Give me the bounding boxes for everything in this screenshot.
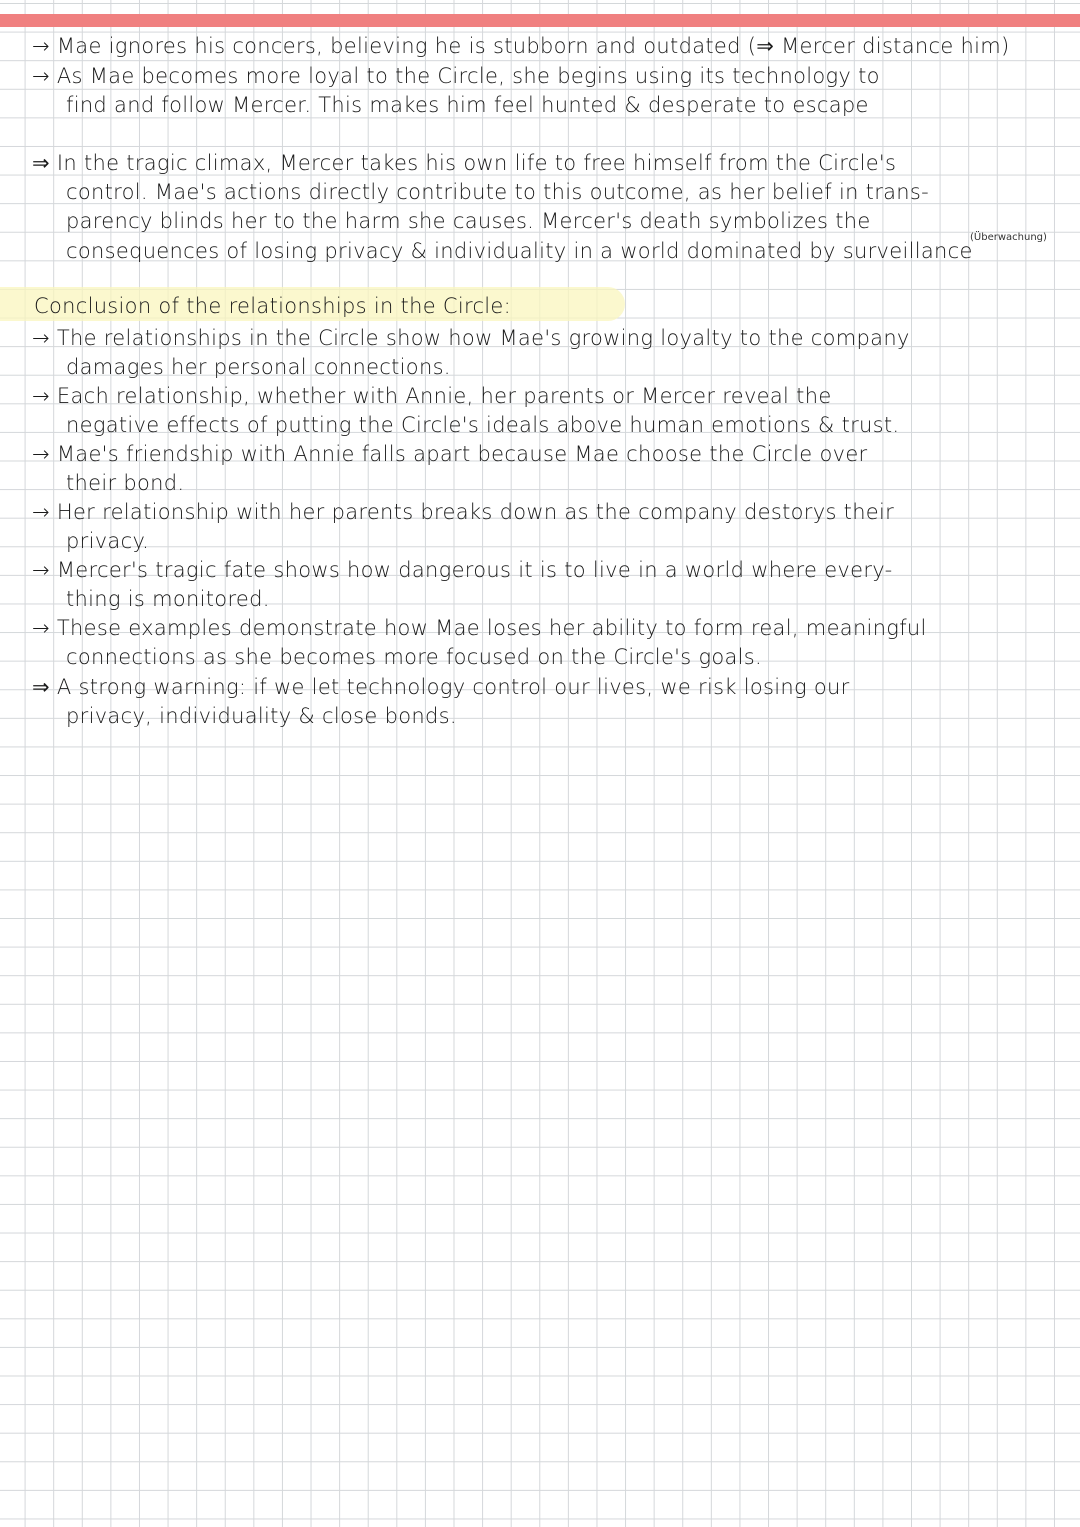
text-line: → Mercer's tragic fate shows how dangerous it is to live in a world where every- bbox=[32, 558, 893, 582]
text-line: damages her personal connections. bbox=[66, 355, 451, 379]
text-line: their bond. bbox=[66, 471, 185, 495]
text-line: → As Mae becomes more loyal to the Circle, she begins using its technology to bbox=[32, 64, 880, 88]
text-line: thing is monitored. bbox=[66, 587, 270, 611]
text-line: control. Mae's actions directly contribute to this outcome, as her belief in trans- bbox=[66, 180, 930, 204]
text-line: → Mae's friendship with Annie falls apart because Mae choose the Circle over bbox=[32, 442, 868, 466]
text-line: → The relationships in the Circle show how Mae's growing loyalty to the company bbox=[32, 326, 910, 350]
text-line: → Mae ignores his concers, believing he is stubborn and outdated (⇒ Mercer distance him) bbox=[32, 34, 1010, 58]
text-line: → Her relationship with her parents breaks down as the company destorys their bbox=[32, 500, 895, 524]
text-line: ⇒ A strong warning: if we let technology control our lives, we risk losing our bbox=[32, 675, 850, 699]
header-color-bar bbox=[0, 14, 1080, 27]
text-line: → Each relationship, whether with Annie, her parents or Mercer reveal the bbox=[32, 384, 832, 408]
text-line: negative effects of putting the Circle's ideals above human emotions & trust. bbox=[66, 413, 900, 437]
text-line: privacy. bbox=[66, 529, 150, 553]
text-line: find and follow Mercer. This makes him feel hunted & desperate to escape bbox=[66, 93, 869, 117]
text-line: parency blinds her to the harm she causes. Mercer's death symbolizes the bbox=[66, 209, 871, 233]
annotation: (Überwachung) bbox=[970, 232, 1047, 243]
text-line: connections as she becomes more focused on the Circle's goals. bbox=[66, 645, 763, 669]
text-line: privacy, individuality & close bonds. bbox=[66, 704, 457, 728]
text-line: ⇒ In the tragic climax, Mercer takes his own life to free himself from the Circle's bbox=[32, 151, 897, 175]
section-heading: Conclusion of the relationships in the Circle: bbox=[34, 294, 512, 318]
text-line: → These examples demonstrate how Mae loses her ability to form real, meaningful bbox=[32, 616, 927, 640]
text-line: consequences of losing privacy & individuality in a world dominated by surveillance bbox=[66, 239, 973, 263]
